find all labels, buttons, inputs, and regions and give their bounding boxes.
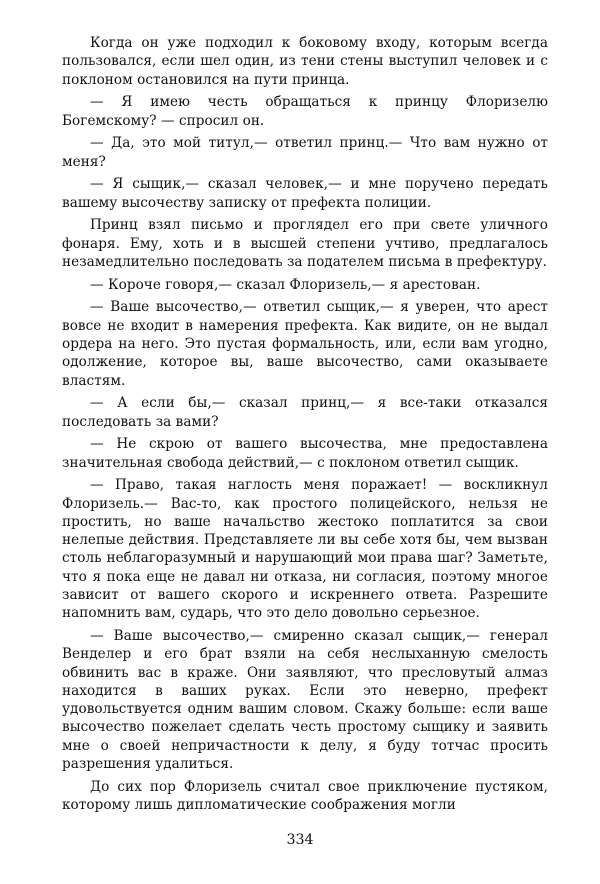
- paragraph-4: — Я сыщик,— сказал человек,— и мне поручено передать вашему высочеству записку от префекта полиции.: [62, 176, 548, 211]
- paragraph-7: — Ваше высочество,— ответил сыщик,— я уверен, что арест вовсе не входит в намерения префекта. Как видите, он не выдал ордера на него. Это пустая формальность, или, если вам угодно, одолжение, которое вы, ваше высочество, сами оказываете властям.: [62, 299, 548, 389]
- paragraph-5: Принц взял письмо и проглядел его при свете уличного фонаря. Ему, хоть и в высшей степени учтиво, предлагалось незамедлительно последовать за подателем письма в префектуру.: [62, 217, 548, 270]
- paragraph-6: — Короче говоря,— сказал Флоризель,— я арестован.: [90, 276, 481, 293]
- paragraph-2: — Я имею честь обращаться к принцу Флоризелю Богемскому? — спросил он.: [62, 94, 548, 129]
- page-number: 334: [286, 832, 314, 848]
- paragraph-1: Когда он уже подходил к боковому входу, которым всегда пользовался, если шел один, из тени стены выступил человек и с поклоном остановился на пути принца.: [62, 35, 548, 88]
- page-body: [62, 34, 548, 814]
- paragraph-3: — Да, это мой титул,— ответил принц.— Что вам нужно от меня?: [62, 135, 548, 170]
- paragraph-10: — Право, такая наглость меня поражает! — воскликнул Флоризель.— Вас-то, как простого полицейского, нельзя не простить, но ваше начальство жестоко поплатится за свои нелепые действия. Представляете ли вы себе хотя бы, чем вызван столь неблагоразумный и нарушающий мои права шаг? Заметьте, что я пока еще не давал ни отказа, ни согласия, поэтому многое зависит от вашего скорого и искреннего ответа. Разрешите напомнить вам, сударь, что это дело довольно серьезное.: [62, 477, 548, 622]
- paragraph-9: — Не скрою от вашего высочества, мне предоставлена значительная свобода действий,— с поклоном ответил сыщик.: [62, 436, 548, 471]
- paragraph-11: — Ваше высочество,— смиренно сказал сыщик,— генерал Венделер и его брат взяли на себя неслыханную смелость обвинить вас в краже. Они заявляют, что пресловутый алмаз находится в ваших руках. Если это неверно, префект удовольствуется одним вашим словом. Скажу больше: если ваше высочество пожелает сделать честь простому сыщику и заявить мне о своей непричастности к делу, я буду тотчас просить разрешения удалиться.: [62, 627, 548, 772]
- paragraph-12: До сих пор Флоризель считал свое приключение пустяком, которому лишь дипломатические соображения могли: [62, 778, 548, 813]
- paragraph-8: — А если бы,— сказал принц,— я все-таки отказался последовать за вами?: [62, 395, 548, 430]
